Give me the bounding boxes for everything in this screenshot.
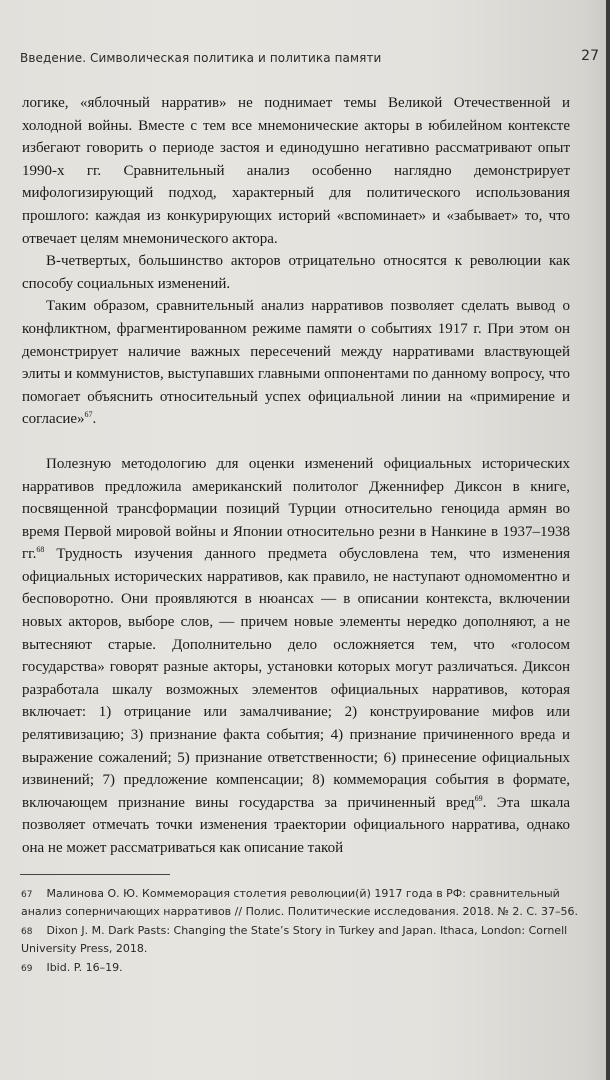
footnote-ref-69: 69: [474, 793, 483, 803]
footnote-69: [21, 960, 581, 978]
footnote-number: 69: [21, 964, 33, 974]
page-edge-shadow: [606, 0, 610, 1080]
paragraph-1: логике, «яблочный нарратив» не поднимает темы Великой Отечественной и холодной войны. Вместе с тем все мнемонические акторы в юбилейном контексте избегают говорить о периоде застоя и единодушно негативно рассматривают опыт 1990-х гг. Сравнительный анализ особенно наглядно демонстрирует мифологизирующий подход, характерный для политического использования прошлого: каждая из конкурирующих историй «вспоминает» и «забывает» то, что отвечает целям мнемонического актора.: [22, 95, 570, 247]
footnote-67: [21, 886, 581, 919]
footnote-number: 67: [21, 890, 33, 900]
footnote-text: Ibid. P. 16–19.: [46, 961, 123, 974]
footnote-ref-68: 68: [36, 545, 45, 555]
paragraph-2: В-четвертых, большинство акторов отрицательно относятся к революции как способу социальных изменений.: [22, 253, 570, 292]
paragraph-4-part-c: . Эта шкала позволяет отмечать точки изменения траектории официального нарратива, однако она не может рассматриваться как описание такой: [22, 794, 571, 856]
paragraph-3-end: .: [92, 411, 97, 428]
page-number: 27: [581, 48, 599, 64]
footnote-ref-67: 67: [84, 410, 93, 420]
footnote-text: Малинова О. Ю. Коммеморация столетия революции(й) 1917 года в РФ: сравнительный анализ соперничающих нарративов // Полис. Политические исследования. 2018. № 2. С. 37–56.: [21, 887, 579, 918]
footnote-68: [21, 923, 581, 956]
paragraph-3: [22, 295, 570, 431]
main-text: [22, 92, 570, 860]
paragraph-4: [22, 453, 570, 860]
running-title: Введение. Символическая политика и политика памяти: [20, 51, 382, 65]
footnote-text: Dixon J. M. Dark Pasts: Changing the State’s Story in Turkey and Japan. Ithaca, London: Cornell University Press, 2018.: [21, 924, 568, 955]
footnotes: [21, 886, 581, 982]
paragraph-3-text: Таким образом, сравнительный анализ нарративов позволяет сделать вывод о конфликтном, фрагментированном режиме памяти о событиях 1917 г. При этом он демонстрирует наличие важных пересечений между нарративами властвующей элиты и коммунистов, выступавших главными оппонентами по данному вопросу, что помогает объяснить относительный успех официальной линии на «примирение и согласие»: [22, 298, 570, 428]
paragraph-4-part-b: Трудность изучения данного предмета обусловлена тем, что изменения официальных исторических нарративов, как правило, не наступают одномоментно и бесповоротно. Они проявляются в нюансах — в описании контекста, включении новых акторов, выборе слов, — причем новые элементы нередко дополняют, а не вытесняют старые. Дополнительно дело осложняется тем, что «голосом государства» говорят разные акторы, установки которых могут различаться. Диксон разработала шкалу возможных элементов официальных нарративов, которая включает: 1) отрицание или замалчивание; 2) конструирование мифов или релятивизацию; 3) признание факта события; 4) признание причиненного вреда и выражение сожалений; 5) признание ответственности; 6) принесение официальных извинений; 7) предложение компенсации; 8) коммеморация события в формате, включающем признание вины государства за причиненный вред: [22, 546, 570, 811]
footnote-number: 68: [21, 927, 33, 937]
running-header: [20, 50, 602, 68]
paragraph-4-part-a: Полезную методологию для оценки изменений официальных исторических нарративов предложила американский политолог Дженнифер Диксон в книге, посвященной трансформации позиций Турции относительно геноцида армян во время Первой мировой войны и Японии относительно резни в Нанкине в 1937–1938 гг.: [22, 455, 570, 563]
section-gap: [22, 431, 570, 453]
footnote-rule: [20, 874, 170, 875]
